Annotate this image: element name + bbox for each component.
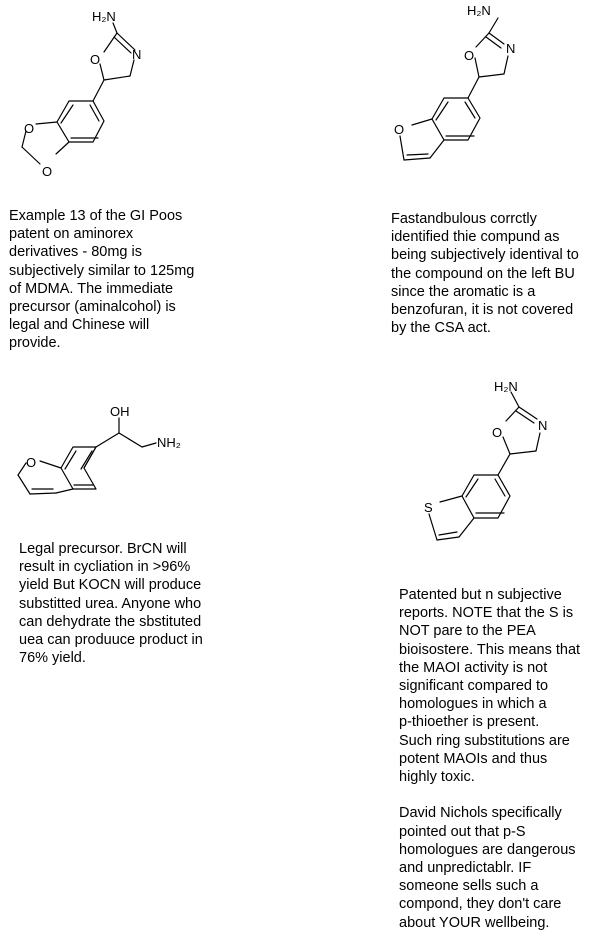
bond	[400, 136, 404, 160]
bond	[466, 479, 478, 497]
ring-n-label: N	[132, 47, 142, 62]
bond	[437, 537, 459, 540]
bond	[119, 433, 142, 447]
bond	[479, 74, 504, 77]
structure-3-aminoalcohol-precursor	[0, 395, 200, 505]
bond	[113, 23, 117, 33]
furan-o-label: O	[26, 455, 37, 470]
bond	[465, 102, 475, 118]
bond	[489, 18, 498, 33]
bond	[100, 64, 104, 80]
bond	[142, 443, 156, 447]
bond	[495, 479, 505, 496]
bond	[516, 411, 534, 423]
bond	[56, 142, 69, 154]
amine-label: NH₂	[157, 435, 181, 450]
bond	[114, 37, 131, 53]
bond	[468, 77, 479, 98]
bond	[489, 33, 504, 44]
bond	[104, 33, 117, 52]
benzene-ring	[432, 98, 480, 140]
bond	[56, 489, 73, 493]
bond	[486, 37, 501, 48]
ring-o-label: O	[492, 425, 503, 440]
bond	[84, 447, 96, 468]
bond	[506, 407, 519, 421]
bond	[511, 392, 519, 407]
bond	[519, 407, 537, 419]
bond	[412, 119, 432, 125]
bond	[104, 76, 130, 80]
structure-1-methylenedioxy-oxazoline	[0, 0, 142, 185]
benzene-ring	[57, 101, 104, 142]
bond	[130, 60, 134, 76]
bond	[22, 147, 40, 164]
bond	[65, 451, 76, 469]
ring-n-label: N	[506, 41, 516, 56]
thiophene-s-label: S	[424, 500, 433, 515]
bond	[30, 493, 56, 494]
bond	[459, 518, 474, 537]
bond	[61, 105, 73, 123]
bond	[404, 158, 430, 160]
bond	[96, 433, 119, 447]
hydroxyl-label: OH	[110, 404, 130, 419]
bond	[439, 532, 457, 535]
bond	[90, 105, 99, 121]
bond	[475, 58, 479, 77]
bond	[81, 451, 92, 469]
amine-label: H₂N	[467, 3, 491, 18]
bond	[536, 433, 540, 451]
bond	[510, 451, 536, 454]
ring-o-label: O	[464, 48, 475, 63]
bond	[498, 454, 510, 475]
caption-benzofuran-analogue: Fastandbulous corrctly identified thie compund as being subjectively identival to the compound on the left BU since the aromatic is a benzofuran, it is not covered by the CSA act.	[391, 211, 579, 337]
bond	[93, 80, 104, 101]
structure-2-benzofuran-oxazoline	[380, 0, 530, 170]
furan-o-label: O	[394, 122, 405, 137]
ring-o-label: O	[90, 52, 101, 67]
bond	[436, 102, 448, 120]
caption-legal-precursor: Legal precursor. BrCN will result in cycliation in >96% yield But KOCN will produce substitted urea. Anyone who can dehydrate the sbstituted uea can produuce product in 76% yield.	[19, 541, 203, 667]
ring-n-label: N	[538, 418, 548, 433]
bond	[18, 475, 30, 494]
bond	[440, 496, 462, 502]
amine-label: H₂N	[494, 379, 518, 394]
dioxole-o-bottom-label: O	[42, 164, 53, 179]
bond	[36, 122, 57, 124]
structure-4-benzothiophene-oxazoline	[410, 375, 560, 555]
bond	[429, 514, 437, 540]
benzene-ring	[462, 475, 510, 518]
bond	[18, 463, 26, 475]
caption-example-13: Example 13 of the GI Poos patent on aminorex derivatives - 80mg is subjectively similar to 125mg of MDMA. The immediate precursor (aminalcohol) is legal and Chinese will provide.	[9, 208, 195, 352]
bond	[40, 461, 61, 468]
bond	[503, 437, 510, 454]
bond	[504, 56, 508, 74]
bond	[430, 140, 444, 158]
caption-benzothiophene-warning: Patented but n subjective reports. NOTE that the S is NOT pare to the PEA bioisostere. This means that the MAOI activity is not significant compared to homologues in which a p-thioether is present. Such ring substitutions are potent MAOIs and thus highly toxic. David Nichols specifically pointed out that p-S homologues are dangerous and unpredictablr. IF someone sells such a compond, they don't care about YOUR wellbeing.	[399, 587, 581, 931]
bond	[407, 154, 428, 155]
dioxole-o-top-label: O	[24, 121, 35, 136]
amine-label: H₂N	[92, 9, 116, 24]
bond	[476, 33, 489, 47]
